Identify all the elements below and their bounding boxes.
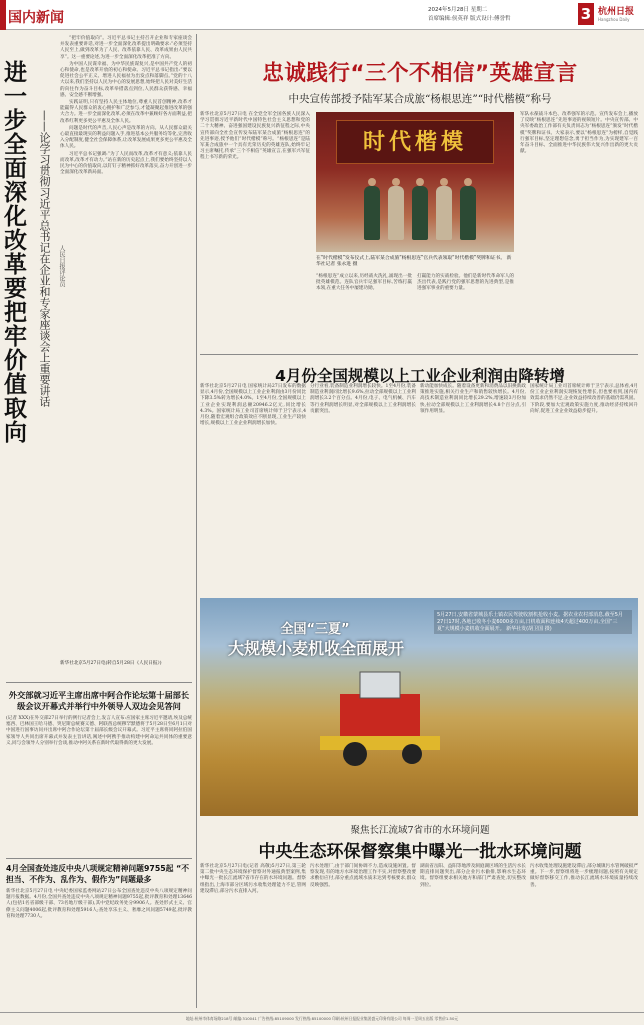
- article4-column: 国家统计局工业司首席统计师于卫宁表示,总体看,4月份工业企业利润实现恢复性增长,但也要看到,国内有效需求仍然不足,企业效益持续改善的基础仍需巩固。下阶段,要加大宏观政策实施力度,推动经济持续回升向好,促进工业企业效益稳步提升。: [530, 384, 638, 414]
- lead-photo: [316, 112, 514, 252]
- soldier-head: [416, 178, 424, 186]
- article1-source: 人民日报评论员: [58, 245, 65, 287]
- env-column: 污水收集处理设施建设滞后,部分城镇污水管网破损严重。下一步,督察组将进一步梳理问题,按照有关规定做好督察移交工作,推动长江流域水环境质量持续改善。: [530, 864, 638, 888]
- article2-body: (记者 XXX)在外交部27日举行的例行记者会上,发言人宣布:应国家主席习近平邀请,埃及总统塞西、巴林国王哈马德、突尼斯总统赛义德、阿联酋总统穆罕默德将于5月28日至6月1日对中国进行国事访问并出席中阿合作论坛第十届部长级会议开幕式。习近平主席将同阿拉伯国家领导人共同出席开幕式并发表主旨讲话,阐述中阿携手推动构建中阿命运共同体的重要意义,同与会领导人分别举行会谈,推动中阿关系在新时代取得新的更大发展。: [6, 716, 192, 746]
- page-footer: 地址:杭州市体育场路218号 邮编:310041 广告热线:85109000 发行热线:85100000 印刷:杭州日报报业集团盛元印务有限公司 每周一至周五出版 零售价1.50元: [0, 1012, 644, 1024]
- paragraph: 实践证明,只有坚持人民主体地位,尊重人民首创精神,改革才能赢得人民群众的衷心拥护和广泛参与,才能凝聚起推进改革的强大合力。进一步全面深化改革,必须在改革中兼顾好各方面利益,把改革红利更多更公平惠及全体人民。: [60, 100, 192, 124]
- paragraph: “把牢价值取向”。习近平总书记主持召开企业和专家座谈会并发表重要讲话,对进一步全面深化改革提出明确要求:“必须坚持人民至上,做到改革为了人民、改革依靠人民、改革成果由人民共享”。这一重要论述,为进一步全面深化改革把准了方向。: [60, 36, 192, 60]
- harvester-wheel: [343, 742, 367, 766]
- paragraph: 为中国人民谋幸福、为中华民族谋复兴,是中国共产党人的初心和使命,也是改革开放的初心和使命。习近平总书记指出:“要以促进社会公平正义、增进人民福祉为出发点和落脚点。”党的十八大以来,我们坚持以人民为中心的发展思想,始终把人民对美好生活的向往作为奋斗目标,改革举措落点到位,人民群众获得感、幸福感、安全感不断增强。: [60, 61, 192, 98]
- section-divider: [6, 858, 192, 859]
- issue-date: 2024年5月28日 星期二: [428, 7, 488, 13]
- paragraph: 习近平总书记强调:“为了人民而改革,改革才有意义;依靠人民而改革,改革才有动力。”站在新的历史起点上,我们要始终坚持以人民为中心的价值取向,以钉钉子精神抓好改革落实,奋力开创进一步全面深化改革新局面。: [60, 151, 192, 176]
- article3-body: 新华社北京5月27日电 中央纪委国家监委网站27日公布全国查处违反中央八项规定精神问题月报数据。4月份,全国共查处违反中央八项规定精神问题9755起,批评教育和处理13646人(包括1名省部级干部、73名地厅级干部),其中党纪政务处分9906人。查处形式主义、官僚主义问题4006起,批评教育和处理5916人;查处享乐主义、奢靡之风问题5749起,批评教育和处理7730人。: [6, 889, 192, 919]
- section-color-bar: [0, 0, 6, 30]
- section-divider: [200, 354, 638, 355]
- photo-stage-banner: [336, 120, 494, 164]
- masthead: [0, 0, 644, 30]
- soldier-figure: [412, 186, 428, 240]
- harvester-header: [320, 736, 440, 750]
- article4-column: 新动能加快成长。随着设备更新和消费品以旧换新政策推进实施,相关行业生产和销售较快增长。4月份,高技术制造业利润同比增长29.2%,增速较3月份加快,拉动全部规模以上工业利润增长4.8个百分点,引领作用明显。: [420, 384, 526, 414]
- editors-line: 首席编辑:侯英祥 版式设计:傅誉哲: [428, 16, 511, 22]
- article4-column: 分行业看,装备制造业利润增长较快。1至4月份,装备制造业利润同比增长9.6%,拉动全部规模以上工业利润增长3.2个百分点。4月份,电子、电气机械、汽车等行业利润增长明显,对全部规模以上工业利润增长贡献突出。: [310, 384, 416, 414]
- section-name: 国内新闻: [8, 10, 64, 26]
- article1-body: [60, 36, 192, 664]
- article1-subtitle: ——论学习贯彻习近平总书记在企业和专家座谈会上重要讲话: [38, 110, 51, 407]
- env-column: 新华社北京5月27日电(记者 高敬)5月27日,第三轮第二批中央生态环境保护督察对外通报典型案例,集中曝光一批长江流域7省市存在的水环境问题。督察组指出,上海市部分区域污水收集处理能力不足,管网建设滞后,部分污水直排入河。: [200, 864, 306, 894]
- wheat-photo-caption: 5月27日,安徽省蒙城县乐土镇农民驾驶收割机抢收小麦。据农业农村部消息,截至5月27日17时,各地已收冬小麦6000多万亩,日机收面积连续4天超过400万亩,全国“三夏”大规模小麦机收全面展开。 新华社发(胡卫国 摄): [434, 610, 632, 634]
- paper-logo-sub: Hangzhou Daily: [598, 17, 630, 22]
- env-column: 湖南省岳阳、益阳等地涉及洞庭湖区域的生活污水长期直排问题突出,部分企业污水偷排,影响水生态环境。督察组要求相关地方和部门严肃查处,切实整改到位。: [420, 864, 526, 888]
- env-column: 污水处理厂,由于部门间协调不力,造成设施闲置。督察发现,有的地方水环境治理工作不实,对督察整改要求敷衍应付,部分重点流域水质未达到考核要求,群众反映强烈。: [310, 864, 416, 888]
- soldier-head: [464, 178, 472, 186]
- paper-logo: 杭州日报: [598, 7, 635, 17]
- wheat-headline: 大规模小麦机收全面展开: [227, 639, 404, 658]
- wheat-kicker: 全国“三夏”: [280, 622, 350, 637]
- person-head: [392, 178, 400, 186]
- env-kicker: 聚焦长江流域7省市的水环境问题: [350, 825, 490, 836]
- article1-title: 进一步全面深化改革要把牢价值取向: [0, 60, 26, 444]
- article3-title: 4月全国查处违反中央八项规定精神问题9755起 “不担当、不作为、乱作为、假作为”问题最多: [6, 864, 190, 884]
- person-figure: [436, 186, 452, 240]
- soldier-figure: [460, 186, 476, 240]
- article1-byline: 新华社北京5月27日电(转自5月28日《人民日报》): [60, 661, 162, 666]
- lead-headline: 忠诚践行“三个不相信”英雄宣言: [262, 61, 578, 86]
- section-divider: [6, 682, 192, 683]
- person-figure: [388, 186, 404, 240]
- article4-column: 新华社北京5月27日电 国家统计局27日发布的数据显示,4月份,全国规模以上工业企业利润由3月份同比下降3.5%转为增长4.0%。1至4月份,全国规模以上工业企业实现利润总额20946.2亿元,同比增长4.3%。国家统计局工业司首席统计师于卫宁表示,4月份,随着宏观组合政策效应不断显现,工业生产较快增长,规模以上工业企业利润增长加快。: [200, 384, 306, 427]
- lead-subheadline: 中央宣传部授予陆军某合成旅“杨根思连”“时代楷模”称号: [288, 93, 552, 105]
- env-headline: 中央生态环保督察集中曝光一批水环境问题: [258, 842, 582, 862]
- lead-photo-caption: 在“时代楷模”发布仪式上,陆军某合成旅“杨根思连”官兵代表领取“时代楷模”奖牌和证书。 新华社记者 张永进 摄: [316, 256, 512, 268]
- photo-banner-text: 时代楷模: [362, 130, 467, 155]
- lead-column: 新华社北京5月27日电 在全党全军全国各族人民深入学习贯彻习近平新时代中国特色社会主义思想和党的二十大精神、奋进强国建设民族复兴新征程之际,中央宣传部向全社会宣传发布陆军某合成旅“杨根思连”的先进事迹,授予他们“时代楷模”称号。“杨根思连”是陆军某合成旅中一个具有光荣历史的英雄连队,始终牢记习主席嘱托,传承“三个不相信”英雄宣言,在强军兴军征程上书写新的荣光。: [200, 112, 310, 161]
- soldier-figure: [364, 186, 380, 240]
- article4-title: 4月份全国规模以上工业企业利润由降转增: [275, 367, 565, 385]
- article2-title: 外交部就习近平主席出席中阿合作论坛第十届部长级会议开幕式并举行中外领导人双边会见答问: [8, 690, 190, 711]
- harvester-wheel: [402, 744, 422, 764]
- harvester-cab: [360, 672, 400, 698]
- soldier-head: [368, 178, 376, 186]
- column-divider: [196, 34, 197, 1008]
- paragraph: 问题是时代的声音,人民心声是改革的方向。从人民群众最关心最直接最现实的利益问题入手,推进基本公共服务均等化,完善收入分配制度,健全社会保障体系,让改革发展成果更多更公平惠及全体人民。: [60, 125, 192, 150]
- person-head: [440, 178, 448, 186]
- lead-column: “杨根思连”成立以来,历经战火洗礼,涌现出一批批英雄模范。连队官兵牢记强军目标,苦练打赢本领,在重大任务中屡建功勋。: [316, 274, 412, 292]
- lead-column: 军队永葆战斗本色、改革强军的示范。宣传发布会上,播放了反映“杨根思连”先进事迹的视频短片。中央宣传部、中央军委政治工作部有关负责同志为“杨根思连”颁发“时代楷模”奖牌和证书。大家表示,要以“杨根思连”为榜样,自觉践行强军目标,坚定理想信念,勇于担当作为,为实现建军一百年奋斗目标、全面推进中华民族伟大复兴作出新的更大贡献。: [520, 112, 638, 155]
- harvester-illustration: [320, 654, 450, 774]
- page-number: 3: [578, 3, 594, 25]
- lead-column: 打赢能力的实战检验。他们是新时代革命军人的杰出代表,是践行党的强军思想的先进典型,是推进强军事业的重要力量。: [417, 274, 514, 292]
